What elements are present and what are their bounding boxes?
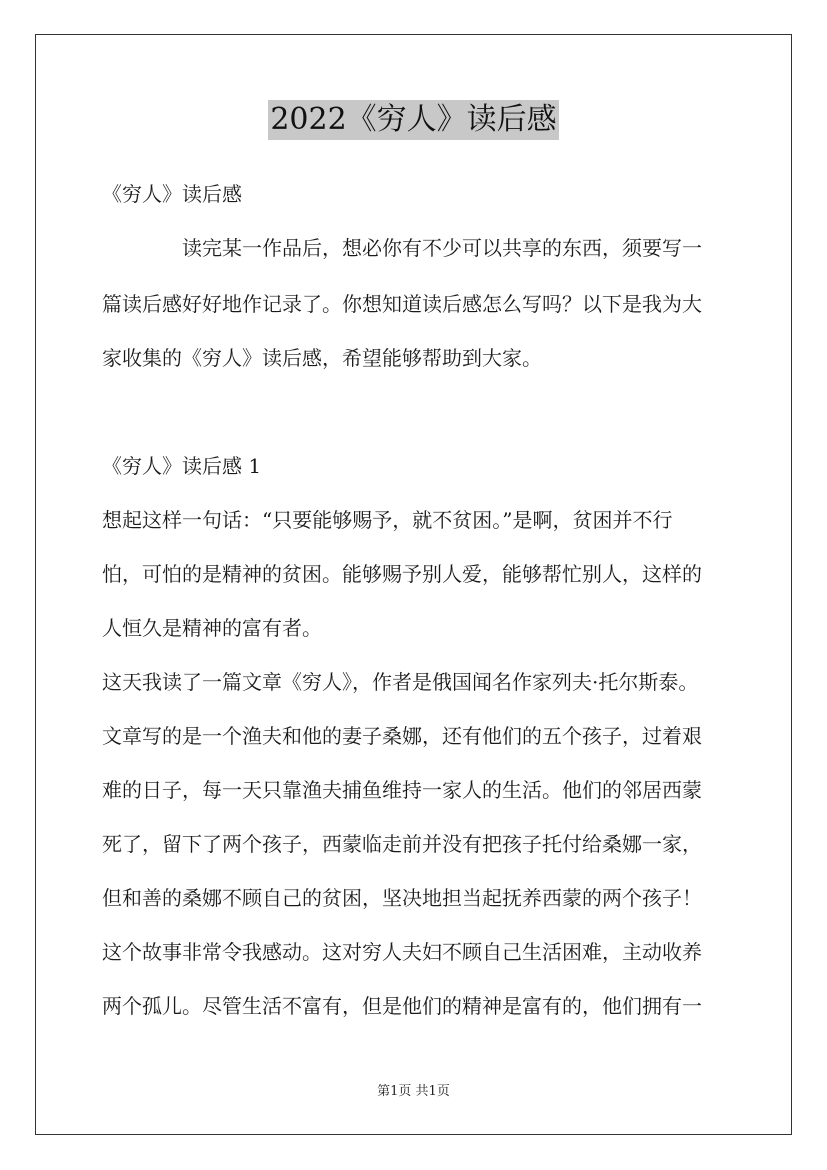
body-line-10: 两个孤儿。尽管生活不富有，但是他们的精神是富有的，他们拥有一 (102, 994, 702, 1018)
intro-line-1: 读完某一作品后，想必你有不少可以共享的东西，须要写一 (182, 236, 702, 260)
subtitle: 《穷人》读后感 (102, 182, 242, 206)
body-line-4: 这天我读了一篇文章《穷人》，作者是俄国闻名作家列夫·托尔斯泰。 (102, 670, 699, 694)
body-line-2: 怕，可怕的是精神的贫困。能够赐予别人爱，能够帮忙别人，这样的 (102, 562, 702, 586)
title-container (0, 100, 827, 140)
body-line-7: 死了，留下了两个孩子，西蒙临走前并没有把孩子托付给桑娜一家， (102, 832, 702, 856)
page-footer: 第1页 共1页 (377, 1084, 450, 1099)
body-line-6: 难的日子，每一天只靠渔夫捕鱼维持一家人的生活。他们的邻居西蒙 (102, 778, 702, 802)
body-line-5: 文章写的是一个渔夫和他的妻子桑娜，还有他们的五个孩子，过着艰 (102, 724, 702, 748)
body-line-3: 人恒久是精神的富有者。 (102, 616, 322, 640)
section-heading: 《穷人》读后感 1 (102, 454, 262, 478)
body-line-8: 但和善的桑娜不顾自己的贫困，坚决地担当起抚养西蒙的两个孩子！ (102, 886, 702, 910)
document-title: 2022《穷人》读后感 (268, 100, 558, 140)
body-line-9: 这个故事非常令我感动。这对穷人夫妇不顾自己生活困难，主动收养 (102, 940, 702, 964)
intro-line-3: 家收集的《穷人》读后感，希望能够帮助到大家。 (102, 346, 542, 370)
body-line-1: 想起这样一句话：“只要能够赐予，就不贫困。”是啊，贫困并不行 (102, 508, 673, 532)
intro-line-2: 篇读后感好好地作记录了。你想知道读后感怎么写吗？以下是我为大 (102, 292, 702, 316)
